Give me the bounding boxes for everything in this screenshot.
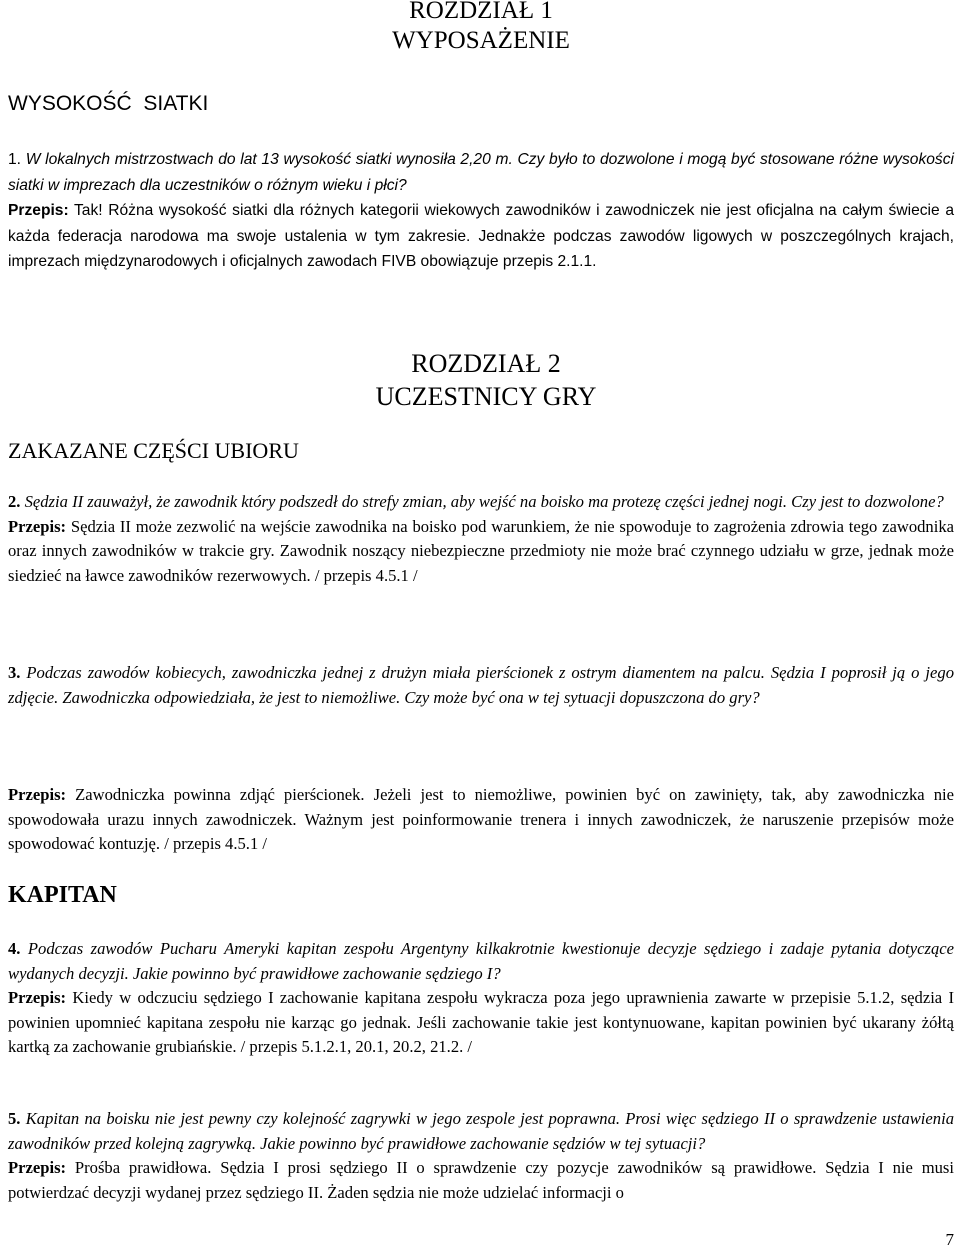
rule-label: Przepis: bbox=[8, 988, 67, 1007]
question-3-block bbox=[8, 661, 954, 710]
chapter-1-number: ROZDZIAŁ 1 bbox=[409, 0, 553, 24]
rule-label: Przepis: bbox=[8, 202, 69, 219]
rule-label: Przepis: bbox=[8, 1158, 67, 1177]
section-heading-captain: KAPITAN bbox=[8, 882, 117, 908]
question-2-number: 2. bbox=[8, 492, 21, 511]
question-2-text: Sędzia II zauważył, że zawodnik który podszedł do strefy zmian, aby wejść na boisko ma protezę części jednej nogi. Czy jest to dozwolone? bbox=[20, 492, 944, 511]
question-1-text: W lokalnych mistrzostwach do lat 13 wysokość siatki wynosiła 2,20 m. Czy było to dozwolone i mogą być stosowane różne wysokości siatki w imprezach dla uczestników o różnym wieku i płci? bbox=[8, 151, 954, 194]
question-5-block bbox=[8, 1107, 954, 1205]
question-2-answer: Sędzia II może zezwolić na wejście zawodnika na boisko pod warunkiem, że nie spowoduje to zagrożenia zdrowia tego zawodnika oraz innych zawodników w trakcie gry. Zawodnik noszący niebezpieczne przedmioty nie może brać czynnego udziału w grze, jednak może siedzieć na ławce zawodników rezerwowych. / przepis 4.5.1 / bbox=[8, 516, 954, 585]
chapter-2-number: ROZDZIAŁ 2 bbox=[411, 349, 561, 378]
question-1-number: 1. bbox=[8, 151, 22, 168]
question-5-number: 5. bbox=[8, 1109, 21, 1128]
question-5-answer: Prośba prawidłowa. Sędzia I prosi sędziego II o sprawdzenie czy pozycje zawodników są prawidłowe. Sędzia I nie musi potwierdzać decyzji wydanej przez sędziego II. Żaden sędzia nie może udzielać informacji o bbox=[8, 1158, 954, 1202]
rule-label: Przepis: bbox=[8, 516, 67, 536]
chapter-1-title: WYPOSAŻENIE bbox=[392, 27, 570, 54]
chapter-2-title: UCZESTNICY GRY bbox=[375, 382, 597, 411]
page-number: 7 bbox=[945, 1230, 954, 1249]
section-heading-forbidden-items: ZAKAZANE CZĘŚCI UBIORU bbox=[8, 438, 299, 463]
question-2-block bbox=[8, 490, 954, 588]
question-3-number: 3. bbox=[8, 663, 21, 682]
question-3-text: Podczas zawodów kobiecych, zawodniczka jednej z drużyn miała pierścionek z ostrym diamentem na palcu. Sędzia I poprosił ją o jego zdjęcie. Zawodniczka odpowiedziała, że jest to niemożliwe. Czy może być ona w tej sytuacji dopuszczona do gry? bbox=[8, 663, 954, 707]
question-4-number: 4. bbox=[8, 939, 21, 958]
question-4-block bbox=[8, 937, 954, 1060]
question-1-answer: Tak! Różna wysokość siatki dla różnych kategorii wiekowych zawodników i zawodniczek nie jest oficjalna na całym świecie a każda federacja narodowa ma swoje ustalenia w tym zakresie. Jednakże podczas zawodów ligowych w poszczególnych krajach, imprezach międzynarodowych i oficjalnych zawodach FIVB obowiązuje przepis 2.1.1. bbox=[8, 202, 954, 270]
section-heading-net-height: WYSOKOŚĆ SIATKI bbox=[8, 92, 209, 115]
question-3-answer: Zawodniczka powinna zdjąć pierścionek. Jeżeli jest to niemożliwe, powinien być on zawinięty, tak, aby zawodniczka nie spowodowała urazu innych zawodniczek. Ważnym jest poinformowanie trenera i innych zawodniczek, że naruszenie przepisów może spowodować kontuzję. / przepis 4.5.1 / bbox=[8, 785, 954, 853]
rule-label: Przepis: bbox=[8, 785, 67, 804]
question-4-text: Podczas zawodów Pucharu Ameryki kapitan zespołu Argentyny kilkakrotnie kwestionuje decyzje sędziego i zadaje pytania dotyczące wydanych decyzji. Jakie powinno być prawidłowe zachowanie sędziego I? bbox=[8, 939, 954, 983]
question-5-text: Kapitan na boisku nie jest pewny czy kolejność zagrywki w jego zespole jest poprawna. Prosi więc sędziego II o sprawdzenie ustawienia zawodników przed kolejną zagrywką. Jakie powinno być prawidłowe zachowanie sędziów w tej sytuacji? bbox=[8, 1109, 954, 1153]
answer-3-block bbox=[8, 783, 954, 857]
chapter-2-heading bbox=[344, 347, 628, 413]
chapter-1-heading bbox=[352, 0, 610, 56]
question-4-answer: Kiedy w odczuciu sędziego I zachowanie kapitana zespołu wykracza poza jego uprawnienia zawarte w przepisie 5.1.2, sędzia I powinien upomnieć kapitana zespołu nie karząc go jednak. Jeśli zachowanie takie jest kontynuowane, kapitan powinien być ukarany żółtą kartką za zachowanie grubiańskie. / przepis 5.1.2.1, 20.1, 20.2, 21.2. / bbox=[8, 988, 954, 1056]
question-1-block bbox=[8, 147, 954, 275]
